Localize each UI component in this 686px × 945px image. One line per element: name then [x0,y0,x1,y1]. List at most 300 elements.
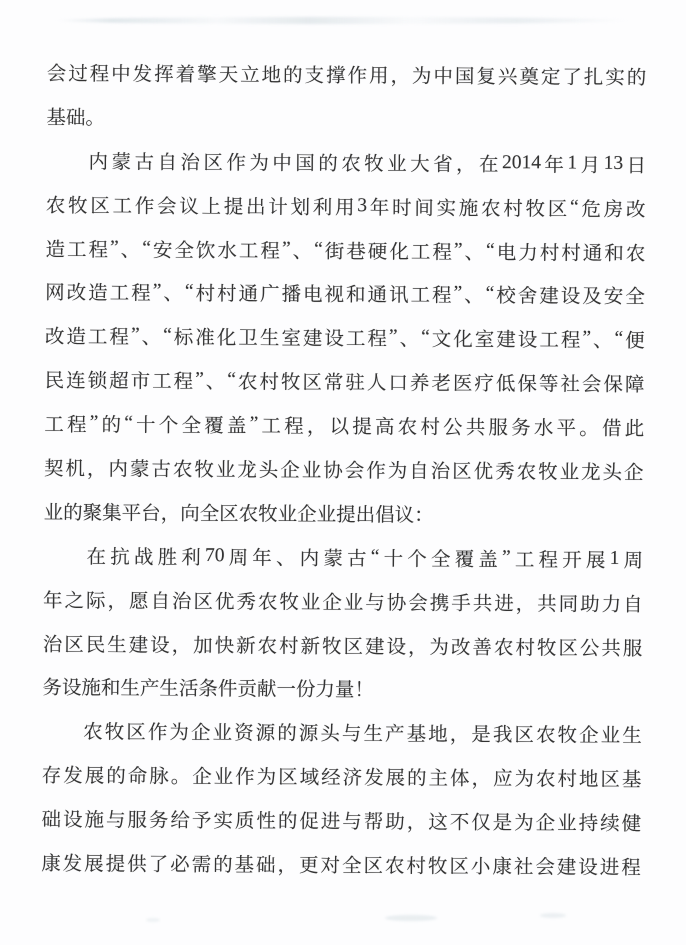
text-token: 工 [539,330,559,352]
text-line [44,445,644,493]
text-token: 程 [621,857,641,880]
text-line [43,533,643,581]
text-token: 牧 [68,195,88,217]
text-token: 头 [320,724,340,746]
text-token: 基 [234,855,255,877]
text-token: 13 [603,152,624,174]
text-token: 治 [171,591,192,613]
text-line [45,269,645,317]
text-token: 盖 [478,549,498,571]
text-token: 设 [150,635,170,657]
text-token: 协 [323,460,343,482]
text-token: 、 [464,242,485,264]
text-token: 保 [517,374,537,396]
text-token: 进 [320,811,341,834]
text-token: 设 [517,330,538,352]
text-token: 覆 [204,416,224,438]
text-token: 区 [126,722,146,744]
text-token: 超 [109,371,129,393]
text-token: 月 [580,155,601,177]
text-token: 加 [193,635,213,657]
text-token: 业 [213,767,234,789]
text-token: 了 [562,67,582,89]
text-token: 公 [579,638,600,660]
text-token: 全 [430,549,451,571]
text-token: 展 [84,854,104,876]
text-token: 计 [268,197,288,219]
text-token: 程 [284,416,304,438]
text-token: 力 [601,594,622,616]
text-token: 命 [127,766,148,788]
text-token: 的 [213,855,233,877]
text-token: 农 [535,769,556,791]
text-run: 基础。 [46,107,106,130]
text-token: 扎 [583,67,604,89]
text-token: 电 [496,242,517,264]
text-token: 复 [476,66,497,88]
text-token: 发 [132,64,153,86]
text-token: 农 [45,195,66,217]
scan-artifact-bottom-center [385,915,437,921]
text-token: 抗 [110,547,130,569]
text-token: 新 [300,636,321,658]
text-token: 盖 [226,416,247,438]
text-token: ， [86,459,107,481]
text-token: 牧 [104,722,125,744]
text-token: 利 [312,197,333,219]
text-token: 性 [256,811,276,833]
text-token: ， [107,590,128,613]
text-token: 济 [342,768,363,790]
text-token: 头 [258,460,279,482]
text-token: 间 [414,198,434,220]
text-token: “ [421,326,430,348]
text-token: 医 [452,373,473,396]
text-token: 服 [622,638,643,660]
text-token: 省 [433,154,453,176]
text-token: 发 [63,766,83,788]
text-token: 年 [369,197,390,219]
text-token: 给 [170,810,191,833]
text-token: 会 [581,374,602,396]
text-token: 的 [277,723,297,745]
text-token: 持 [578,813,599,835]
text-token: 同 [558,594,579,616]
text-token: 障 [624,375,645,397]
text-line [42,752,642,800]
text-token: 为 [169,723,190,745]
text-token: 用 [368,66,389,88]
text-token: 业 [343,592,364,614]
text-token: 体 [449,768,470,791]
text-token: 蒙 [323,548,343,570]
text-token: 服 [127,810,148,832]
text-token: 对 [320,855,341,877]
text-token: 自 [150,591,171,613]
text-token: 牧 [525,198,546,221]
text-token: 为 [429,637,450,659]
text-token: 会 [535,857,555,879]
text-token: 展 [385,768,406,790]
text-token: 需 [191,854,212,877]
text-token: ， [471,769,492,791]
text-token: 企 [190,723,211,745]
text-token: 农 [397,417,418,439]
text-token: 化 [453,330,473,352]
text-token: 内 [108,459,129,481]
text-token: 业 [215,460,236,482]
text-token: 网 [45,283,65,305]
text-token: 新 [236,635,256,657]
text-token: 程 [109,327,130,349]
text-token: 帮 [363,812,384,834]
text-token: 全 [181,415,202,438]
text-token: 电 [302,285,323,307]
text-token: 农 [237,372,258,394]
text-token: 治 [430,461,451,483]
text-token: 兴 [497,67,518,89]
text-token: 区 [452,461,472,483]
text-token: 之 [64,590,85,612]
text-token: ， [406,812,427,834]
text-token: “ [163,325,172,347]
text-token: 内 [299,548,320,570]
text-token: 自 [409,461,429,483]
text-token: 古 [151,459,171,481]
text-token: 农 [625,243,646,265]
text-token: 利 [181,547,201,569]
text-line [44,401,644,449]
text-token: 业 [387,154,407,176]
text-token: 人 [366,373,387,395]
paragraph-indent [46,159,85,160]
text-token: 化 [389,241,409,263]
text-token: 牧 [194,459,214,482]
text-token: 老 [431,373,451,395]
text-token: 公 [442,417,463,439]
text-token: 划 [290,197,311,219]
text-token: 健 [621,814,642,836]
text-token: 年 [544,155,565,177]
text-token: 校 [496,286,516,308]
text-token: 锁 [87,371,108,393]
text-token: 秀 [236,591,257,614]
text-token: 是 [471,725,491,747]
text-token: 建 [539,286,559,308]
text-token: 生 [622,726,642,748]
text-token: 奠 [519,67,539,89]
text-token: 古 [347,548,367,570]
text-token: 实 [213,811,233,833]
text-token: 供 [127,854,147,876]
text-token: 自 [623,594,643,616]
text-token: 擎 [197,64,217,87]
text-token: ， [456,154,476,176]
text-token: 全 [625,287,645,309]
text-token: 携 [429,593,450,615]
text-token: 国 [295,153,315,175]
text-token: 优 [473,461,494,483]
text-token: 企 [579,725,599,748]
text-token: 区 [514,725,535,747]
text-token: ， [390,66,411,88]
text-token: 大 [410,154,430,176]
text-token: 此 [624,419,645,441]
text-token: 共 [472,593,493,615]
text-token: 村 [279,636,299,658]
text-token: 企 [623,462,644,485]
text-token: ” [89,412,99,434]
text-token: 农 [480,198,501,220]
text-token: 作 [366,461,386,483]
text-token: 服 [488,418,509,440]
text-token: ， [449,725,470,747]
text-token: 优 [214,591,235,613]
text-token: ” [582,327,592,350]
text-line [47,50,647,98]
text-token: 设 [386,636,407,658]
text-token: 提 [105,854,126,876]
text-token: 时 [391,197,412,220]
text-token: 域 [299,767,320,790]
text-token: 平 [556,418,577,440]
text-token: 提 [223,196,244,218]
text-token: 驻 [345,373,365,395]
text-line [46,182,646,230]
text-token: 业 [600,726,621,748]
text-token: 、 [163,284,183,306]
text-token: 十 [383,549,404,571]
text-token: ” [110,236,119,258]
text-token: 等 [538,374,559,396]
text-token: 务 [148,810,169,832]
text-token: 口 [388,373,408,395]
text-token: 作 [347,65,368,88]
text-token: 疗 [474,374,494,396]
text-token: 社 [560,374,580,396]
text-token: 及 [582,287,602,309]
text-token: 共 [465,417,486,440]
text-token: 、 [141,327,162,350]
text-token: 实 [605,67,625,89]
text-token: 的 [318,153,338,175]
text-token: 低 [495,374,516,396]
text-line [43,620,643,668]
text-token: 手 [451,593,471,615]
text-token: 用 [334,197,355,219]
text-token: 街 [324,241,345,263]
text-token: 施 [458,198,479,220]
text-token: 实 [436,198,457,220]
text-token: 日 [626,155,647,177]
text-token: 开 [562,550,582,572]
text-token: 区 [64,634,84,656]
text-token: 企 [322,592,342,614]
text-token: 作 [147,722,168,745]
text-token: 必 [170,854,190,876]
text-token: 挥 [154,64,174,86]
text-token: ， [515,593,536,615]
text-token: 视 [324,285,345,307]
text-token: 室 [474,330,495,352]
text-token: 撑 [325,65,346,87]
text-token: 战 [133,547,154,569]
text-token: 工 [87,327,108,349]
text-token: 个 [158,415,179,437]
text-token: 设 [560,286,581,309]
text-token: 力 [518,242,538,264]
text-line [44,357,644,405]
text-run: 业的聚集平台，向全区农牧业企业提出倡议： [43,502,434,527]
text-token: 愿 [128,591,149,613]
text-token: 脉 [149,766,169,788]
text-run: 务设施和生产生活条件贡献一份力量！ [42,678,375,702]
text-token: 牧 [536,637,557,660]
text-token: 建 [556,857,577,879]
text-token: 区 [278,767,298,789]
text-token: 个 [407,549,427,571]
text-token: ” [501,546,511,568]
text-token: 村 [557,769,578,791]
text-token: 广 [259,284,280,306]
text-token: 快 [214,635,235,657]
text-token: 70 [204,544,225,566]
text-token: 予 [191,811,212,833]
text-token: 工 [112,195,133,218]
text-token: 源 [255,723,276,745]
text-token: ” [388,326,398,348]
text-token: 区 [600,769,621,792]
text-token: 的 [626,67,647,90]
text-token: 了 [148,854,169,876]
text-token: 设 [578,857,598,879]
text-token: 康 [41,853,61,876]
text-token: 牧 [279,592,299,614]
text-token: 展 [585,550,606,572]
text-token: 安 [152,240,173,262]
text-token: 村 [515,637,535,659]
text-token: 共 [537,593,557,616]
text-token: 区 [363,856,384,878]
text-token: 通 [582,243,603,265]
text-token: 这 [428,812,448,834]
text-token: 会 [157,196,177,218]
text-token: 村 [539,242,560,264]
text-token: 业 [300,592,321,614]
text-token: 程 [367,329,388,351]
text-token: 续 [600,813,620,836]
text-token: 作 [134,196,155,218]
text-token: 1 [567,152,578,174]
text-token: 助 [580,594,600,616]
text-token: 出 [246,196,266,219]
text-token: 文 [431,329,452,352]
text-token: 应 [492,769,513,791]
text-token: 农 [384,856,405,878]
text-token: 龙 [237,460,257,482]
text-token: 村 [406,856,427,878]
text-token: 不 [449,812,470,834]
text-token: 治 [180,152,201,174]
text-token: 仅 [471,812,491,835]
text-token: 巷 [346,241,366,263]
text-token: 村 [259,372,279,394]
text-token: 会 [344,460,365,483]
text-token: 危 [581,199,602,221]
text-token: 助 [385,812,405,834]
text-token: 基 [621,770,642,792]
text-token: 程 [131,283,151,306]
text-token: 标 [173,328,194,350]
text-token: 工 [44,414,64,437]
text-token: 舍 [517,286,538,308]
text-token: 是 [492,813,513,835]
text-token: 安 [603,287,624,309]
text-token: 改 [450,637,471,659]
text-token: ” [195,369,204,391]
text-token: 市 [130,371,151,393]
text-token: 过 [68,64,88,86]
text-token: 村 [503,198,523,220]
text-token: 中 [272,153,292,175]
text-token: 建 [364,636,385,658]
text-token: 村 [420,417,440,439]
text-token: ” [281,238,291,260]
text-token: 与 [105,810,126,832]
text-token: 区 [203,152,224,174]
text-token: 化 [216,328,237,350]
text-token: 农 [535,725,556,747]
text-token: 年 [42,590,63,612]
text-token: 议 [179,196,199,218]
text-token: 会 [408,593,428,615]
text-token: 内 [88,151,109,174]
scan-artifact-bottom-right [540,913,566,918]
text-token: 为 [411,66,432,88]
text-token: 农 [257,635,278,658]
text-token: “ [227,369,236,391]
text-token: 区 [302,372,322,395]
text-token: 造 [88,283,108,305]
text-line [42,708,642,756]
text-token: 高 [374,417,395,439]
text-token: 全 [174,240,194,262]
text-token: 协 [386,592,407,615]
text-token: 善 [472,637,493,659]
text-token: 农 [516,462,537,484]
text-token: 、 [292,241,313,263]
text-token: 为 [514,813,534,835]
text-token: 全 [341,855,362,878]
text-token: ， [277,855,298,877]
text-token: ” [249,413,259,435]
text-token: 生 [363,724,384,746]
text-token: “ [614,328,624,350]
text-token: 设 [324,329,344,351]
text-token: 进 [599,857,620,879]
text-token: 业 [301,460,322,482]
text-token: 机 [65,459,86,481]
text-token: 的 [101,415,122,437]
text-token: 讯 [388,285,409,307]
text-line [45,313,645,361]
text-token: 胜 [157,547,178,569]
text-token: 工 [410,285,431,307]
text-token: 工 [238,240,259,262]
text-token: 源 [298,723,319,746]
text-token: ” [152,281,162,303]
text-token: 生 [107,634,127,657]
